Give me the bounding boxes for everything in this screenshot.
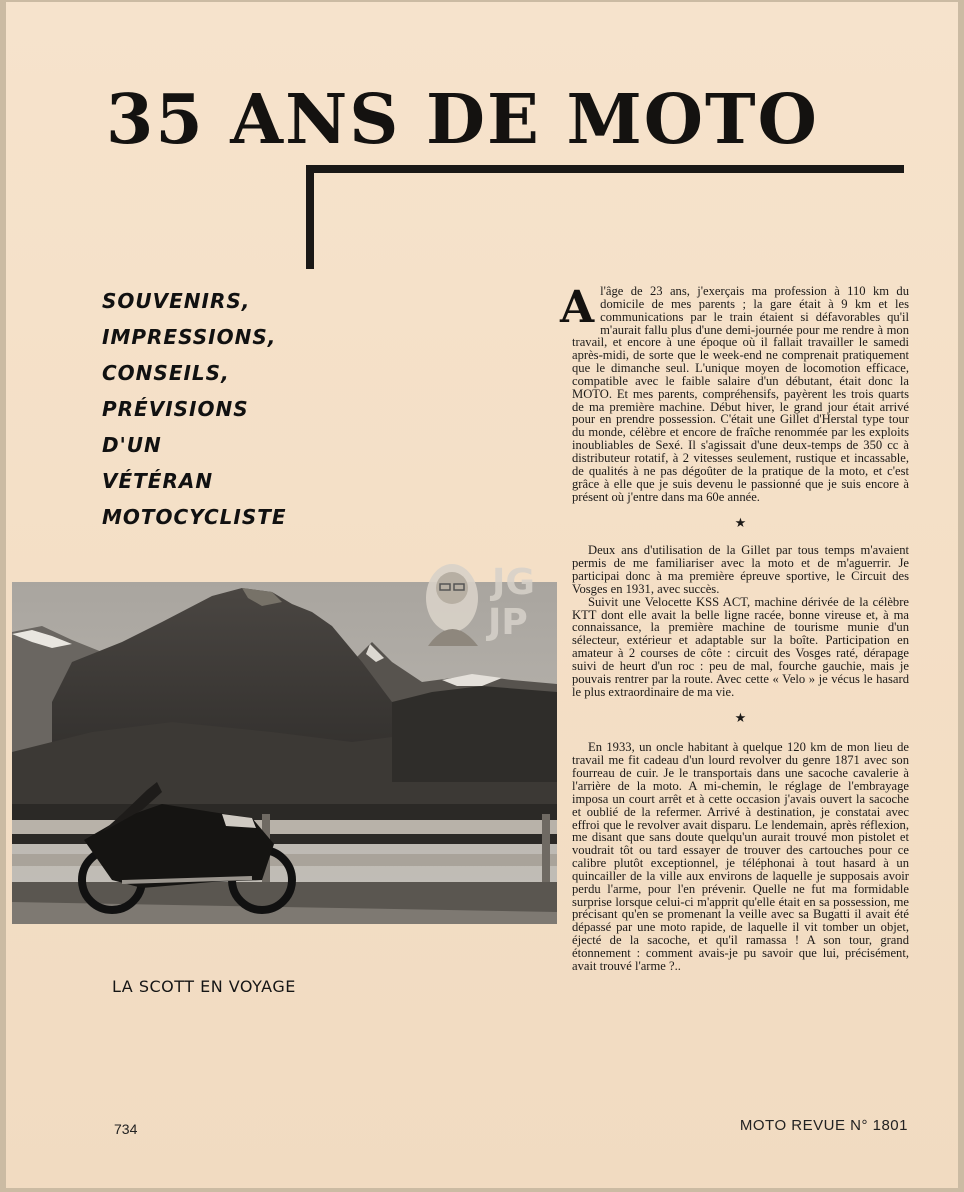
watermark-text-top: JG xyxy=(492,562,535,603)
photo-caption: LA SCOTT EN VOYAGE xyxy=(112,977,296,996)
paragraph-text: l'âge de 23 ans, j'exerçais ma profession à 110 km du domicile de mes parents ; la gare était à 9 km et les communications par le train étaient si défavorables qu'il m'aurait fallu plus d'une demi-journée pour me rendre à mon travail, et encore à une époque où il fallait travailler le samedi après-midi, de sorte que le week-end ne comprenait pratiquement que le dimanche seul. L'unique moyen de locomotion efficace, compatible avec le faible salaire d'un débutant, était donc la MOTO. Et mes parents, compréhensifs, payèrent les trois quarts de ma première machine. Début hiver, le grand jour était arrivé pour en prendre possession. C'était une Gillet d'Herstal type tour du monde, célèbre et encore de fraîche renommée par les exploits inoubliables de Sexé. Il s'agissait d'une deux-temps de 350 cc à distributeur rotatif, à 2 vitesses seulement, rustique et incassable, de qualités à ne pas dégoûter de la pratique de la moto, et c'est grâce à elle que je suis devenu le passionné que je suis encore à présent où j'entre dans ma 60e année. xyxy=(572,284,909,504)
drop-cap: A xyxy=(560,282,595,333)
subtitle-line: PRÉVISIONS xyxy=(102,397,249,421)
article-subtitle xyxy=(102,286,287,538)
paragraph: Deux ans d'utilisation de la Gillet par tous temps m'avaient permis de me familiariser avec la moto et de m'aguerrir. Je participai donc à ma première épreuve sportive, le Circuit des Vosges en 1931, avec succès. xyxy=(572,543,909,596)
section-separator-star: ★ xyxy=(734,515,747,531)
paragraph: Suivit une Velocette KSS ACT, machine dérivée de la célèbre KTT dont elle avait la belle ligne racée, bonne vireuse et, à ma connaissance, la première machine de tourisme munie d'un sélecteur, extérieur et adaptable sur la boîte. Participation en amateur à 2 courses de côte : circuit des Vosges raté, dérapage suivi de heurt d'un roc : peu de mal, fourche gauchie, mais je pouvais rentrer par la route. Avec cette « Velo » je vécus le hasard le plus extraordinaire de ma vie. xyxy=(572,594,909,699)
subtitle-line: MOTOCYCLISTE xyxy=(102,505,287,529)
watermark-text-bottom: JP xyxy=(488,602,528,643)
paragraph: En 1933, un oncle habitant à quelque 120 km de mon lieu de travail me fit cadeau d'un lourd revolver du genre 1871 avec son fourreau de cuir. Je le transportais dans une sacoche cavalerie à l'arrière de la moto. A mi-chemin, le réglage de l'embrayage imposa un court arrêt et à cette occasion j'avais ouvert la sacoche et oublié de la refermer. Arrivé à destination, je constatai avec effroi que le revolver avait disparu. Le lendemain, après réflexion, me disant que sans doute quelqu'un aurait trouvé mon pistolet et voudrait tôt ou tard essayer de trouver des cartouches pour ce calibre plutôt exceptionnel, je téléphonai à tout hasard à un quincailler de la ville aux environs de laquelle je supposais avoir perdu l'arme, pour l'en prévenir. Quelle ne fut ma formidable surprise lorsque celui-ci m'apprit qu'elle était en sa possession, me précisant qu'en se promenant la veille avec sa Bugatti il avait été dépassé par une moto rapide, de laquelle il vit tomber un objet, éjecté de la sacoche, et qu'il ramassa ! A son tour, grand étonnement : comment avais-je pu savoir que lui, précisément, avait trouvé l'arme ?.. xyxy=(572,740,909,973)
article-body xyxy=(560,282,909,973)
subtitle-line: IMPRESSIONS, xyxy=(102,325,277,349)
page-number: 734 xyxy=(114,1121,138,1137)
section-separator-star: ★ xyxy=(734,710,747,726)
title-rule-horizontal xyxy=(306,165,904,173)
publication-issue: MOTO REVUE N° 1801 xyxy=(739,1117,908,1134)
subtitle-line: D'UN xyxy=(102,433,162,457)
paragraph xyxy=(560,282,909,504)
subtitle-line: SOUVENIRS, xyxy=(102,289,251,313)
magazine-page xyxy=(6,2,958,1188)
subtitle-line: CONSEILS, xyxy=(102,361,230,385)
subtitle-line: VÉTÉRAN xyxy=(102,469,214,493)
portrait-watermark-icon xyxy=(420,550,560,646)
article-title: 35 ANS DE MOTO xyxy=(106,80,819,160)
title-rule-vertical xyxy=(306,165,314,269)
